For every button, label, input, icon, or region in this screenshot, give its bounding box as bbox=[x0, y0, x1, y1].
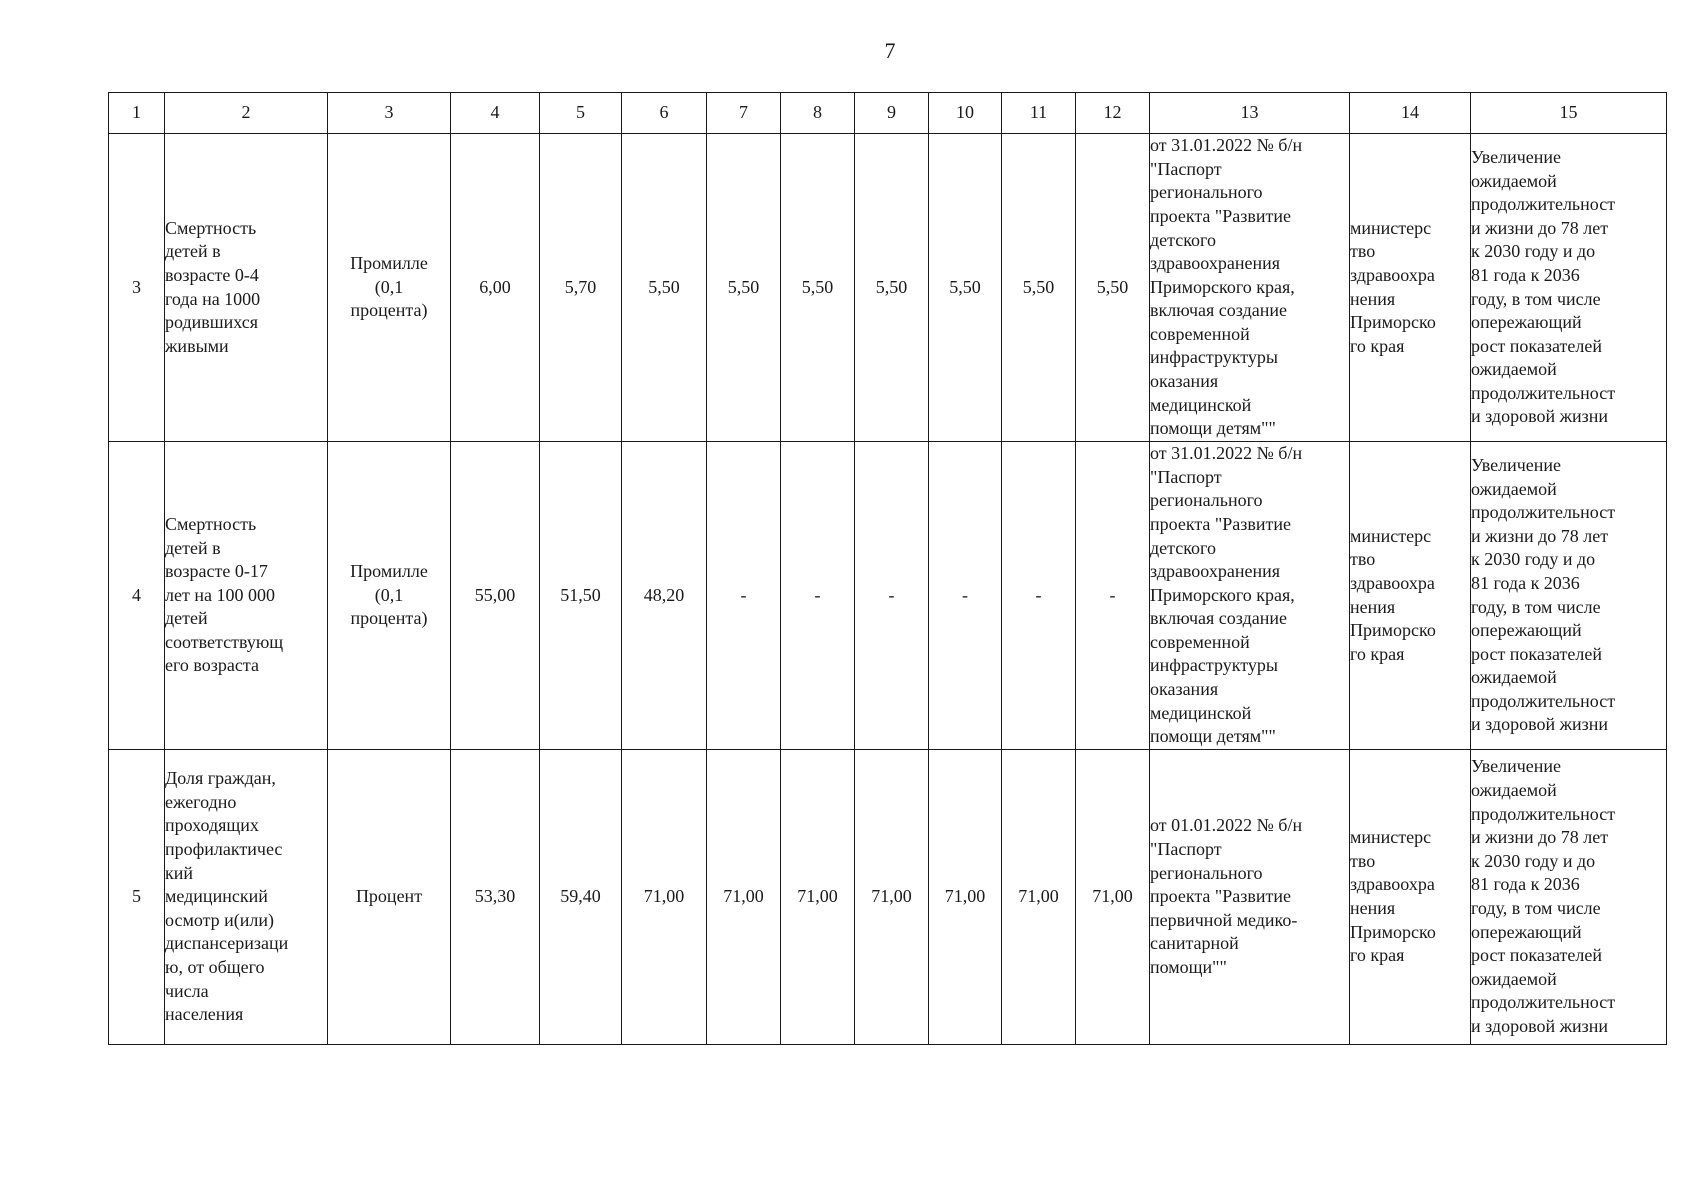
value-cell: 5,50 bbox=[1002, 134, 1076, 442]
column-header: 3 bbox=[328, 93, 451, 134]
table-row bbox=[109, 134, 1667, 442]
value-cell: 71,00 bbox=[1076, 750, 1150, 1045]
column-header: 8 bbox=[781, 93, 855, 134]
value-cell: 55,00 bbox=[451, 442, 540, 750]
indicator-name: Смертность детей в возрасте 0-17 лет на 100 000 детей соответствующ его возраста bbox=[165, 442, 328, 750]
value-cell: 71,00 bbox=[929, 750, 1002, 1045]
value-cell: 71,00 bbox=[855, 750, 929, 1045]
column-header: 10 bbox=[929, 93, 1002, 134]
value-cell: 6,00 bbox=[451, 134, 540, 442]
value-cell: 5,50 bbox=[929, 134, 1002, 442]
unit-cell: Промилле (0,1 процента) bbox=[328, 134, 451, 442]
goal-cell: Увеличение ожидаемой продолжительност и жизни до 78 лет к 2030 году и до 81 года к 2036 году, в том числе опережающий рост показателей ожидаемой продолжительност и здоровой жизни bbox=[1471, 750, 1667, 1045]
value-cell: 5,70 bbox=[540, 134, 622, 442]
table-body bbox=[109, 134, 1667, 1045]
value-cell: 71,00 bbox=[781, 750, 855, 1045]
value-cell: 59,40 bbox=[540, 750, 622, 1045]
value-cell: 5,50 bbox=[622, 134, 707, 442]
indicator-name: Доля граждан, ежегодно проходящих профилактичес кий медицинский осмотр и(или) диспансеризаци ю, от общего числа населения bbox=[165, 750, 328, 1045]
value-cell: 5,50 bbox=[1076, 134, 1150, 442]
column-header: 13 bbox=[1150, 93, 1350, 134]
source-document: от 31.01.2022 № б/н "Паспорт регионального проекта "Развитие детского здравоохранения Приморского края, включая создание современной инфраструктуры оказания медицинской помощи детям"" bbox=[1150, 134, 1350, 442]
value-cell: 5,50 bbox=[707, 134, 781, 442]
source-document: от 31.01.2022 № б/н "Паспорт регионального проекта "Развитие детского здравоохранения Приморского края, включая создание современной инфраструктуры оказания медицинской помощи детям"" bbox=[1150, 442, 1350, 750]
column-header: 6 bbox=[622, 93, 707, 134]
source-document: от 01.01.2022 № б/н "Паспорт регионального проекта "Развитие первичной медико- санитарной помощи"" bbox=[1150, 750, 1350, 1045]
table-row bbox=[109, 750, 1667, 1045]
value-cell: 5,50 bbox=[781, 134, 855, 442]
value-cell: - bbox=[929, 442, 1002, 750]
page-number: 7 bbox=[884, 38, 896, 63]
goal-cell: Увеличение ожидаемой продолжительност и жизни до 78 лет к 2030 году и до 81 года к 2036 году, в том числе опережающий рост показателей ожидаемой продолжительност и здоровой жизни bbox=[1471, 442, 1667, 750]
value-cell: - bbox=[781, 442, 855, 750]
column-header: 2 bbox=[165, 93, 328, 134]
unit-cell: Процент bbox=[328, 750, 451, 1045]
column-header: 1 bbox=[109, 93, 165, 134]
column-header: 7 bbox=[707, 93, 781, 134]
unit-cell: Промилле (0,1 процента) bbox=[328, 442, 451, 750]
column-header: 9 bbox=[855, 93, 929, 134]
column-header: 4 bbox=[451, 93, 540, 134]
value-cell: - bbox=[707, 442, 781, 750]
value-cell: - bbox=[855, 442, 929, 750]
indicator-name: Смертность детей в возрасте 0-4 года на 1000 родившихся живыми bbox=[165, 134, 328, 442]
row-number: 5 bbox=[109, 750, 165, 1045]
value-cell: 53,30 bbox=[451, 750, 540, 1045]
column-header: 14 bbox=[1350, 93, 1471, 134]
value-cell: 51,50 bbox=[540, 442, 622, 750]
header-row bbox=[109, 93, 1667, 134]
value-cell: - bbox=[1076, 442, 1150, 750]
column-header: 12 bbox=[1076, 93, 1150, 134]
responsible-body: министерс тво здравоохра нения Приморско го края bbox=[1350, 134, 1471, 442]
value-cell: 5,50 bbox=[855, 134, 929, 442]
value-cell: - bbox=[1002, 442, 1076, 750]
value-cell: 48,20 bbox=[622, 442, 707, 750]
value-cell: 71,00 bbox=[707, 750, 781, 1045]
goal-cell: Увеличение ожидаемой продолжительност и жизни до 78 лет к 2030 году и до 81 года к 2036 году, в том числе опережающий рост показателей ожидаемой продолжительност и здоровой жизни bbox=[1471, 134, 1667, 442]
responsible-body: министерс тво здравоохра нения Приморско го края bbox=[1350, 442, 1471, 750]
column-header: 5 bbox=[540, 93, 622, 134]
value-cell: 71,00 bbox=[1002, 750, 1076, 1045]
row-number: 4 bbox=[109, 442, 165, 750]
table-row bbox=[109, 442, 1667, 750]
responsible-body: министерс тво здравоохра нения Приморско го края bbox=[1350, 750, 1471, 1045]
column-header: 11 bbox=[1002, 93, 1076, 134]
value-cell: 71,00 bbox=[622, 750, 707, 1045]
table-header bbox=[109, 93, 1667, 134]
column-header: 15 bbox=[1471, 93, 1667, 134]
indicators-table bbox=[108, 92, 1667, 1045]
row-number: 3 bbox=[109, 134, 165, 442]
